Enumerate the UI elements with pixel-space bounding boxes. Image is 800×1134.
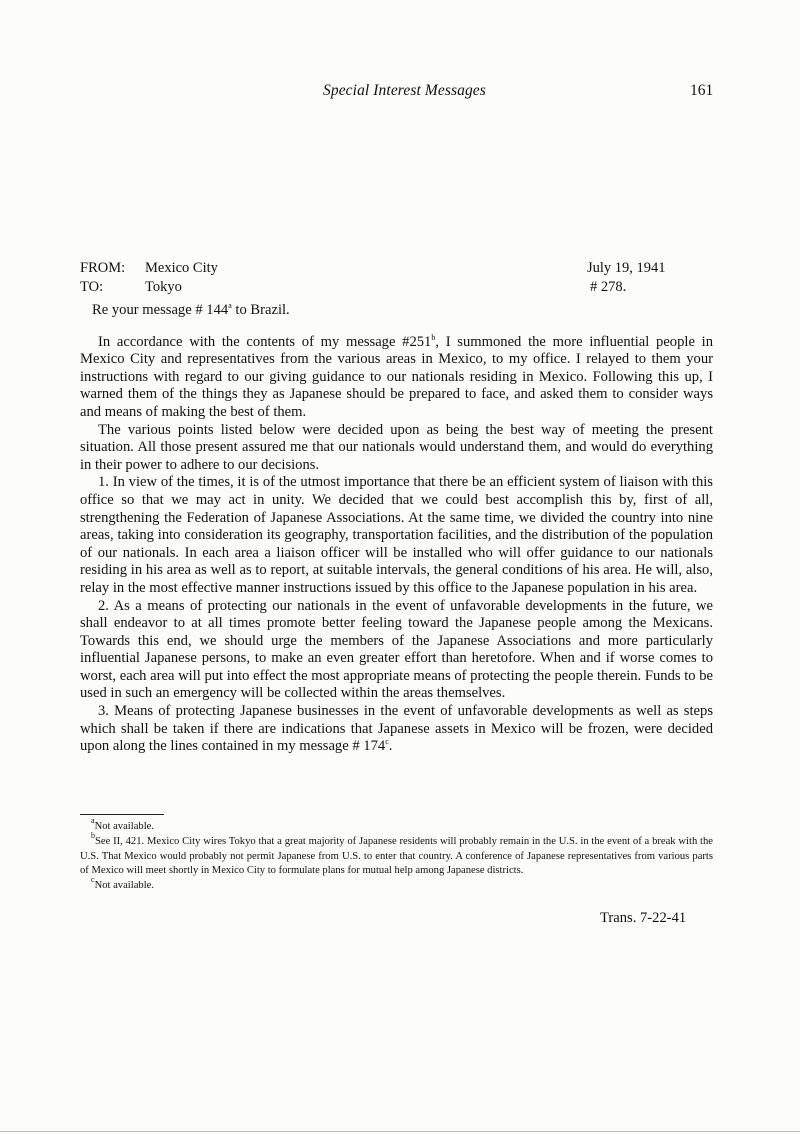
re-line <box>80 302 713 320</box>
to-label: TO: <box>80 279 104 295</box>
footnote-a <box>80 816 713 835</box>
paragraph-4: 2. As a means of protecting our nationals in the event of unfavorable developments in the future, we shall endeavor to at all times promote better feeling toward the Japanese people among the Mexicans. Towards this end, we should urge the members of the Japanese Associations and more particularly influential Japanese persons, to make an even greater effort than heretofore. When and if worse comes to worst, each area will put into effect the most appropriate means of protecting the people therein. Funds to be used in such an emergency will be collected within the areas themselves. <box>80 597 713 702</box>
footnote-b <box>80 830 713 879</box>
message-body <box>80 302 713 756</box>
page-bottom-edge <box>0 1131 800 1132</box>
re-line-text-end: to Brazil. <box>231 302 290 318</box>
translation-date: Trans. 7-22-41 <box>600 910 687 926</box>
footnote-b-marker: b <box>91 830 95 840</box>
paragraph-1-text-end: , I summoned the more influential people in Mexico City and representatives from the various areas in Mexico, to my office. I relayed to them your instructions with regard to our giving guidance to our nationals residing in Mexico. Following this up, I warned them of the things they as Japanese should be prepared to face, and asked them to consider ways and means of making the best of them. <box>80 333 713 420</box>
to-row <box>80 278 720 297</box>
footnote-b-text: See II, 421. Mexico City wires Tokyo that a great majority of Japanese residents will probably remain in the U.S. in the event of a break with the U.S. That Mexico would probably not permit Japanese from U.S. to enter that country. A conference of Japanese representatives from various parts of Mexico will meet shortly in Mexico City to formulate plans for mutual help among Japanese districts. <box>80 835 713 877</box>
footnote-c-text: Not available. <box>94 880 154 892</box>
footnote-c <box>80 875 713 894</box>
message-number: # 278. <box>590 279 627 295</box>
paragraph-5 <box>80 703 713 756</box>
paragraph-5-text: 3. Means of protecting Japanese businesses in the event of unfavorable developments as well as steps which shall be taken if there are indications that Japanese assets in Mexico will be frozen, were decided upon along the lines contained in my message # 174 <box>80 703 713 755</box>
footnotes <box>80 816 713 894</box>
from-row <box>80 259 720 278</box>
message-header <box>80 259 720 297</box>
footnote-c-marker: c <box>91 875 95 885</box>
footnote-a-marker: a <box>91 816 95 825</box>
paragraph-1-text: In accordance with the contents of my message #251 <box>98 333 432 350</box>
running-head <box>0 82 800 102</box>
running-title: Special Interest Messages <box>323 82 486 99</box>
paragraph-3: 1. In view of the times, it is of the utmost importance that there be an efficient system of liaison with this office so that we may act in unity. We decided that we could best accomplish this by, first of all, strengthening the Federation of Japanese Associations. At the same time, we divided the country into nine areas, taking into consideration its geography, transportation facilities, and the distribution of the population of our nationals. In each area a liaison officer will be installed who will offer guidance to our nationals residing in his area as well as to report, at suitable intervals, the general conditions of his area. He will, also, relay in the most effective manner instructions issued by this office to the Japanese population in his area. <box>80 474 713 596</box>
footnote-ref-a: a <box>228 301 232 310</box>
from-label: FROM: <box>80 260 126 276</box>
paragraph-2: The various points listed below were decided upon as being the best way of meeting the present situation. All those present assured me that our nationals would understand them, and would do everything in their power to adhere to our decisions. <box>80 421 713 473</box>
to-value: Tokyo <box>145 279 182 295</box>
footnote-ref-c: c <box>385 737 389 747</box>
from-value: Mexico City <box>145 260 218 276</box>
paragraph-1 <box>80 334 713 422</box>
footnote-ref-b: b <box>431 332 436 342</box>
re-line-text: Re your message # 144 <box>92 302 229 318</box>
paragraph-5-text-end: . <box>388 738 393 755</box>
page-number: 161 <box>690 82 714 99</box>
footnote-rule <box>80 814 164 815</box>
message-date: July 19, 1941 <box>587 260 666 276</box>
footnote-a-text: Not available. <box>94 821 154 832</box>
